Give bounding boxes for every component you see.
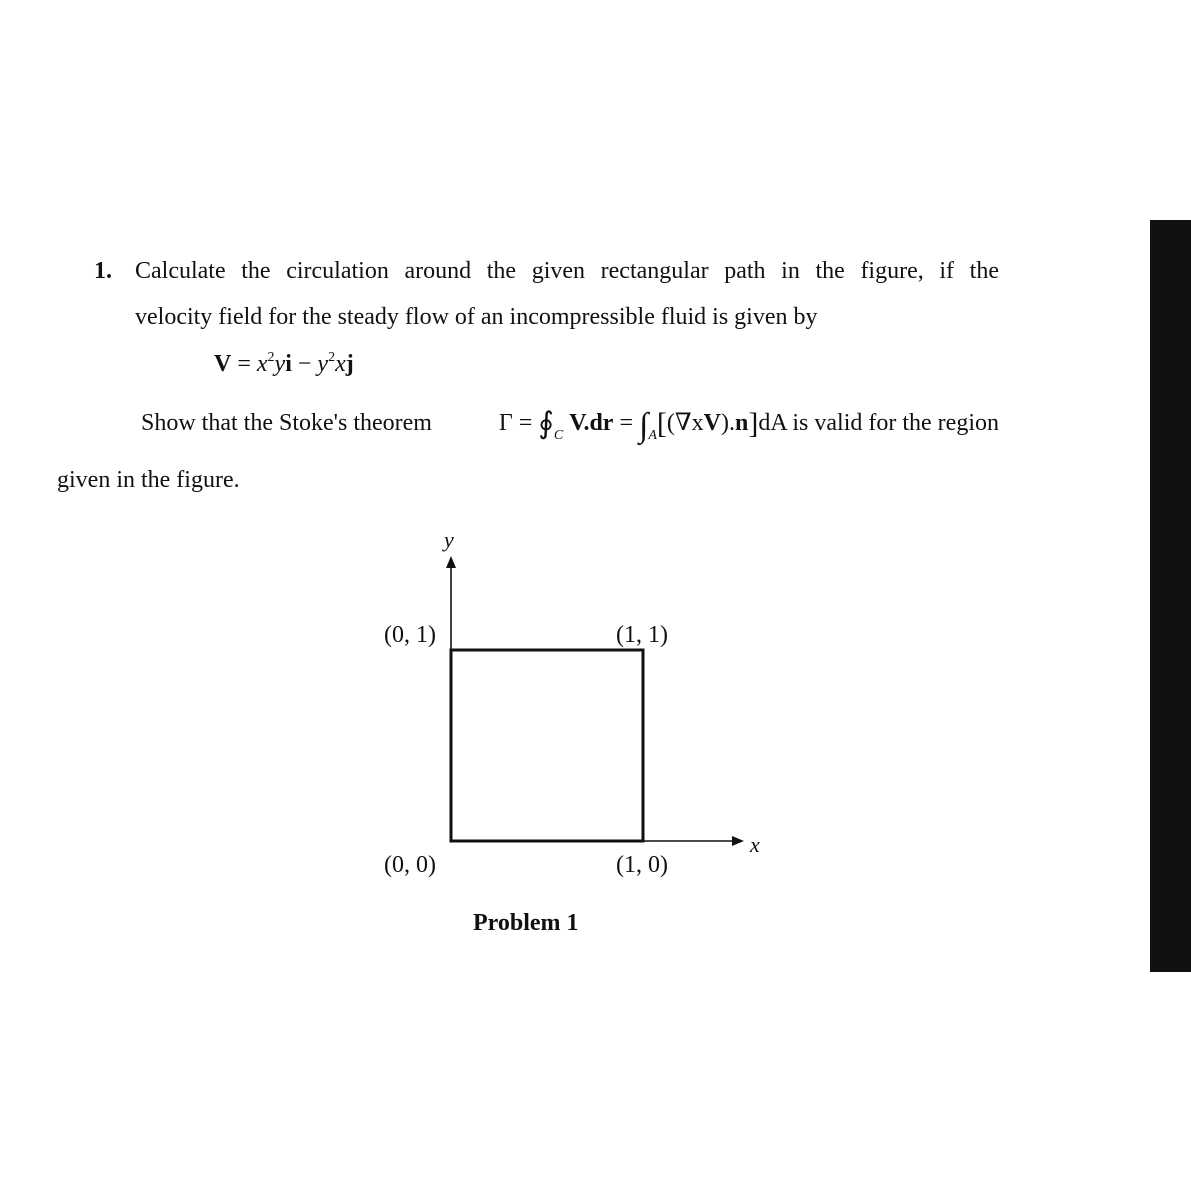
problem-text-line-5: given in the figure. xyxy=(57,467,240,493)
integral-symbol: ∫ xyxy=(639,407,649,444)
problem-text-line-2: velocity field for the steady flow of an incompressible fluid is given by xyxy=(135,304,818,330)
corner-label-0-1: (0, 1) xyxy=(384,622,436,648)
eq-i: i xyxy=(285,351,292,377)
eq-x: x xyxy=(256,351,268,377)
rectangular-path xyxy=(451,650,643,841)
eq-equals: = xyxy=(231,351,257,377)
stokes-right-bracket: ] xyxy=(748,407,759,440)
corner-label-1-1: (1, 1) xyxy=(616,622,668,648)
stokes-sub-c: C xyxy=(553,428,564,443)
stokes-prefix: Show that the Stoke's theorem xyxy=(141,410,438,436)
eq-y: y xyxy=(274,351,286,377)
x-axis-arrowhead xyxy=(732,836,744,846)
y-axis-label: y xyxy=(444,527,454,552)
stokes-dA: dA xyxy=(758,410,787,436)
stokes-sub-a: A xyxy=(648,428,657,443)
eq-sq2: 2 xyxy=(328,350,336,365)
stokes-left-bracket: [ xyxy=(656,407,667,440)
figure-caption: Problem 1 xyxy=(473,910,579,936)
problem-number: 1. xyxy=(94,258,112,284)
stokes-n: n xyxy=(735,410,749,436)
stokes-curl-v: V xyxy=(703,410,721,436)
eq-sq1: 2 xyxy=(267,350,275,365)
stokes-eq2: = xyxy=(613,410,640,436)
stokes-eq1: = xyxy=(512,410,539,436)
x-axis-label: x xyxy=(750,832,760,857)
eq-minus: − xyxy=(291,351,318,377)
y-axis-arrowhead xyxy=(446,556,456,568)
problem-text-line-1: Calculate the circulation around the given rectangular path in the figure, if the xyxy=(135,258,999,284)
eq-j: j xyxy=(345,351,354,377)
stokes-vdr: V.dr xyxy=(569,410,614,436)
eq-y2: y xyxy=(317,351,329,377)
stokes-curl-close: ). xyxy=(721,410,735,436)
stokes-suffix: is valid for the region xyxy=(786,410,999,436)
eq-x2: x xyxy=(335,351,346,377)
stokes-curl-open: (∇x xyxy=(666,410,704,436)
eq-V: V xyxy=(214,351,232,377)
contour-integral-symbol: ∮ xyxy=(538,407,554,440)
corner-label-1-0: (1, 0) xyxy=(616,852,668,878)
stokes-gamma: Γ xyxy=(498,410,513,436)
corner-label-0-0: (0, 0) xyxy=(384,852,436,878)
page-edge-bar xyxy=(1150,220,1191,972)
